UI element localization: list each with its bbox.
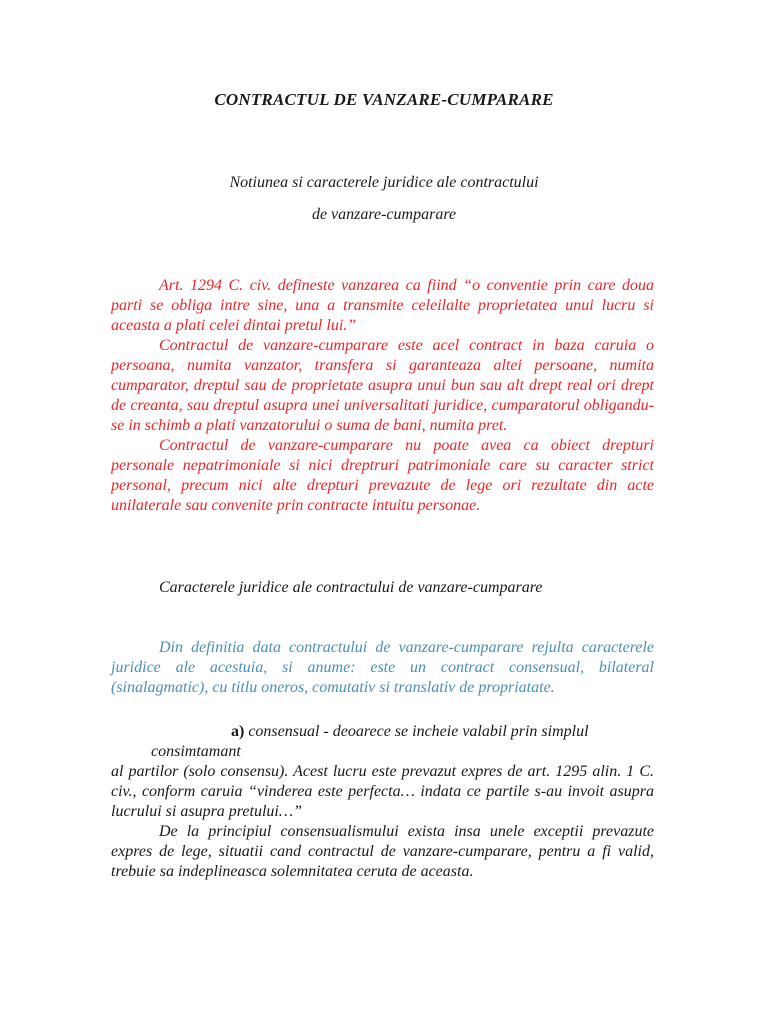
list-item-letter: a) [231, 723, 245, 740]
paragraph-exceptions: De la principiul consensualismului exista insa unele exceptii prevazute expres de lege, situatii cand contractul de vanzare-cumparare, pentru a fi valid, trebuie sa indeplineasca solemnitatea ceruta de aceasta. [111, 823, 654, 880]
document-title: CONTRACTUL DE VANZARE-CUMPARARE [214, 90, 554, 109]
list-item-text-continued: consimtamant [151, 743, 241, 760]
characteristics-block [111, 638, 654, 698]
paragraph-contract-object: Contractul de vanzare-cumparare nu poate avea ca obiect drepturi personale nepatrimoniale si nici dreptruri patrimoniale care su caracter strict personal, precum nici alte drepturi prevazute de lege ori rezultate din acte unilaterale sau convenite prin contracte intuitu personae. [111, 437, 654, 514]
subtitle-line-1: Notiunea si caracterele juridice ale contractului [229, 174, 539, 191]
paragraph-continuation: al partilor (solo consensu). Acest lucru este prevazut expres de art. 1295 alin. 1 C. civ., conform caruia “vinderea este perfecta… indata ce partile s-au invoit asupra lucrului si asupra pretului…” [111, 763, 654, 820]
subtitle-line-2: de vanzare-cumparare [311, 206, 457, 223]
list-item-a [111, 722, 654, 762]
definition-block [111, 276, 654, 516]
section-heading: Caracterele juridice ale contractului de vanzare-cumparare [159, 579, 543, 596]
paragraph-contract-definition: Contractul de vanzare-cumparare este acel contract in baza caruia o persoana, numita vanzator, transfera si garanteaza altei persoane, numita cumparator, dreptul sau de proprietate asupra unui bun sau alt drept real ori drept de creanta, sau dreptul asupra unei universalitati juridice, cumparatorul obligandu-se in schimb a plati vanzatorului o suma de bani, numita pret. [111, 337, 654, 434]
list-item-text: consensual - deoarece se incheie valabil prin simplul [248, 723, 589, 740]
item-a-block [111, 722, 654, 882]
paragraph-characteristics: Din definitia data contractului de vanzare-cumparare rejulta caracterele juridice ale acestuia, si anume: este un contract consensual, bilateral (sinalagmatic), cu titlu oneros, comutativ si translativ de propriatate. [111, 639, 654, 696]
paragraph-art-1294: Art. 1294 C. civ. defineste vanzarea ca fiind “o conventie prin care doua parti se obliga intre sine, una a transmite celeilalte proprietatea unui lucru si aceasta a plati celei dintai pretul lui.” [111, 277, 654, 334]
